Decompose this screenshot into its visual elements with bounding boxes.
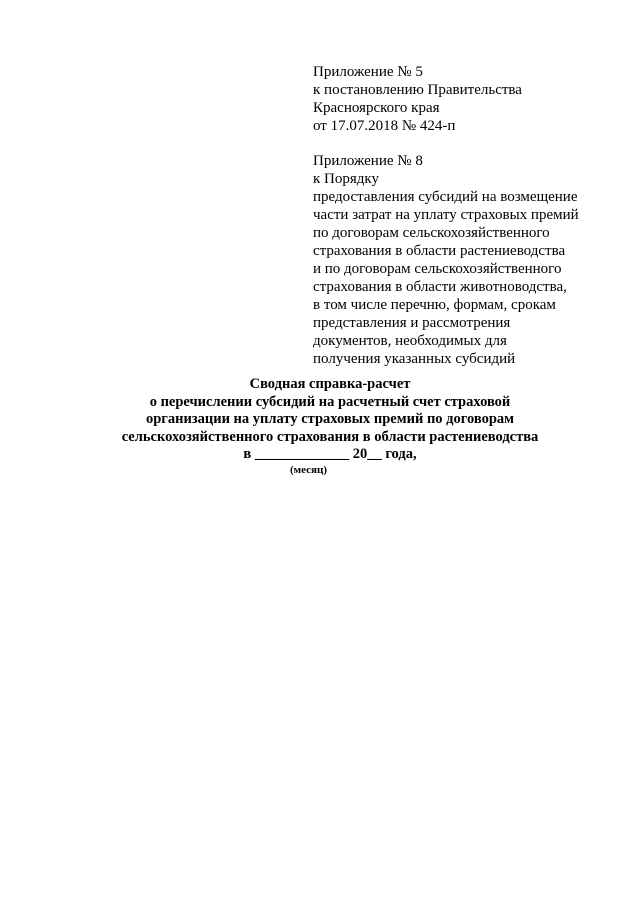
appendix-8-line: Приложение № 8 (313, 153, 423, 169)
appendix-8-line: и по договорам сельскохозяйственного (313, 261, 562, 277)
appendix-8-line: к Порядку (313, 171, 379, 187)
appendix-8-line: предоставления субсидий на возмещение (313, 189, 578, 205)
appendix-8-line: документов, необходимых для (313, 333, 507, 349)
title-subtitle-line: о перечислении субсидий на расчетный счет страховой (149, 393, 511, 410)
appendix-8-line: части затрат на уплату страховых премий (313, 207, 579, 223)
appendix-8-line: страхования в области животноводства, (313, 279, 567, 295)
appendix-5-header (313, 63, 613, 135)
appendix-5-line: от 17.07.2018 № 424-п (313, 118, 456, 134)
appendix-8-line: в том числе перечню, формам, срокам (313, 297, 556, 313)
appendix-5-line: к постановлению Правительства (313, 82, 522, 98)
title-heading: Сводная справка-расчет (249, 376, 411, 392)
appendix-8-line: по договорам сельскохозяйственного (313, 225, 550, 241)
title-subtitle-line: организации на уплату страховых премий по договорам (145, 411, 515, 427)
month-caption: (месяц) (290, 464, 328, 476)
appendix-8-line: представления и рассмотрения (313, 315, 511, 331)
appendix-5-line: Красноярского края (313, 100, 440, 116)
appendix-8-header (313, 152, 613, 368)
document-title (60, 376, 600, 464)
appendix-8-line: страхования в области растениеводства (313, 243, 566, 259)
title-subtitle-line: сельскохозяйственного страхования в области растениеводства (121, 428, 539, 445)
appendix-5-line: Приложение № 5 (313, 64, 423, 80)
appendix-8-line: получения указанных субсидий (313, 351, 516, 367)
period-field: в _____________ 20__ года, (243, 446, 417, 462)
